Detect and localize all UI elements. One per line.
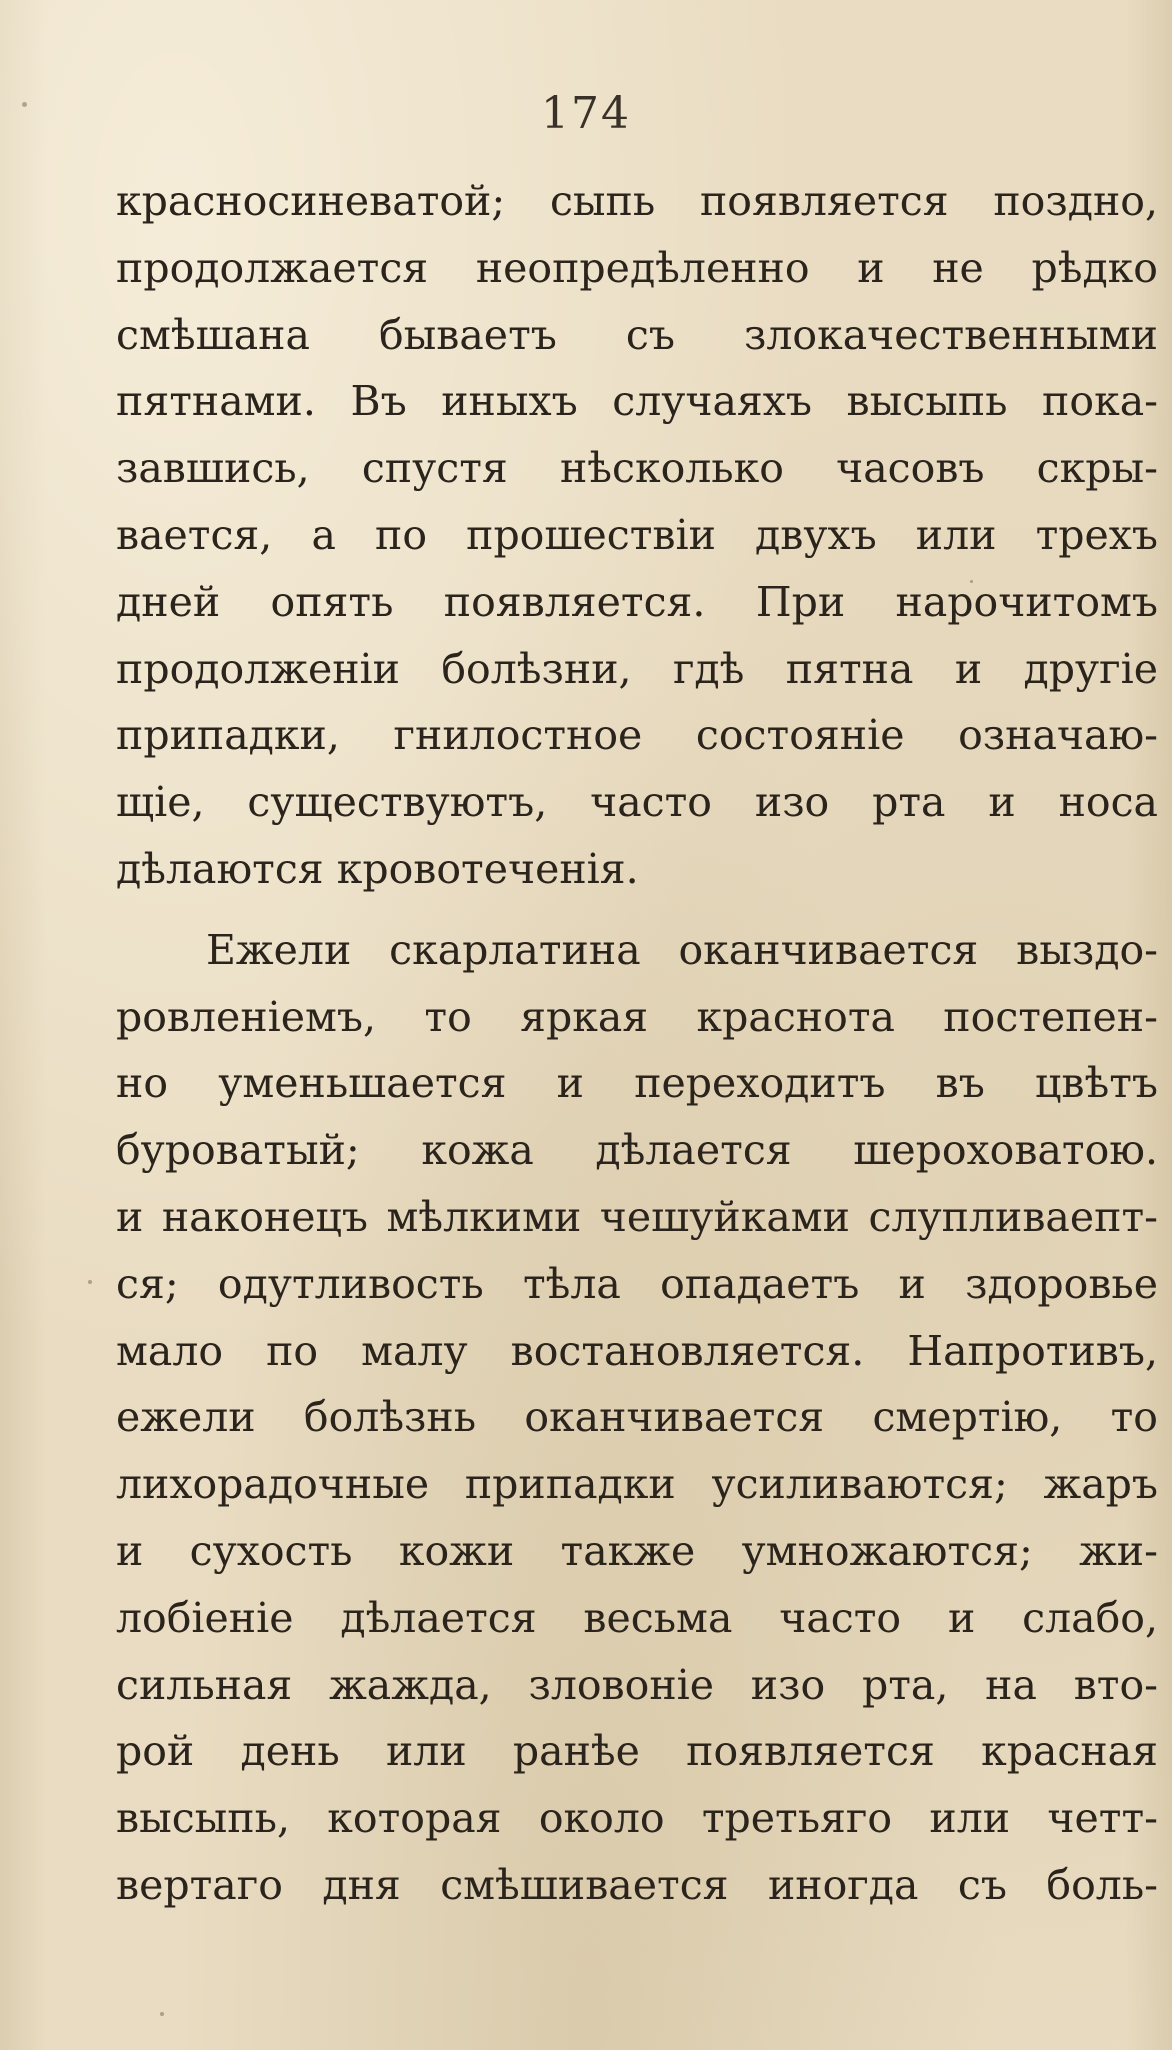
text-line: рой день или ранѣе появляется красная [116, 1727, 1158, 1776]
text-line: и наконецъ мѣлкими чешуйками слупливаепт- [116, 1192, 1158, 1241]
text-line: вертаго дня смѣшивается иногда съ боль- [116, 1860, 1158, 1909]
paragraph-spacer [116, 903, 1158, 917]
text-line: ся; одутливость тѣла опадаетъ и здоровье [116, 1259, 1158, 1308]
text-line: щіе, существуютъ, часто изо рта и носа [116, 778, 1158, 827]
paper-speck [88, 1280, 92, 1284]
paper-speck [970, 580, 973, 583]
text-line: продолженіи болѣзни, гдѣ пятна и другіе [116, 644, 1158, 693]
text-line: лихорадочные припадки усиливаются; жаръ [116, 1460, 1158, 1509]
page-text [116, 168, 1158, 1919]
paragraph [116, 168, 1158, 903]
text-line: Ежели скарлатина оканчивается выздо- [206, 925, 1158, 974]
text-line: высыпь, которая около третьяго или четт- [116, 1794, 1158, 1843]
text-line: припадки, гнилостное состояніе означаю- [116, 711, 1158, 760]
text-line: сильная жажда, зловоніе изо рта, на вто- [116, 1660, 1158, 1709]
text-line: дней опять появляется. При нарочитомъ [116, 577, 1158, 626]
text-line: но уменьшается и переходитъ въ цвѣтъ [116, 1059, 1158, 1108]
text-line: завшись, спустя нѣсколько часовъ скры- [116, 444, 1158, 493]
text-line: лобіеніе дѣлается весьма часто и слабо, [116, 1593, 1158, 1642]
paragraph [116, 917, 1158, 1919]
text-line: вается, а по прошествіи двухъ или трехъ [116, 510, 1158, 559]
text-line: ровленіемъ, то яркая краснота постепен- [116, 992, 1158, 1041]
text-line: и сухость кожи также умножаются; жи- [116, 1526, 1158, 1575]
text-line: мало по малу востановляется. Напротивъ, [116, 1326, 1158, 1375]
text-line: ежели болѣзнь оканчивается смертію, то [116, 1393, 1158, 1442]
text-line: красносиневатой; сыпь появляется поздно, [116, 177, 1158, 225]
text-line: буроватый; кожа дѣлается шероховатою. [116, 1126, 1158, 1175]
paper-speck [22, 102, 27, 107]
page-number: 174 [541, 88, 631, 139]
text-line: смѣшана бываетъ съ злокачественными [116, 310, 1158, 359]
paper-speck [160, 2012, 164, 2016]
text-line: пятнами. Въ иныхъ случаяхъ высыпь пока- [116, 377, 1158, 426]
text-line: продолжается неопредѣленно и не рѣдко [116, 243, 1158, 292]
text-line: дѣлаются кровотеченія. [116, 844, 639, 893]
